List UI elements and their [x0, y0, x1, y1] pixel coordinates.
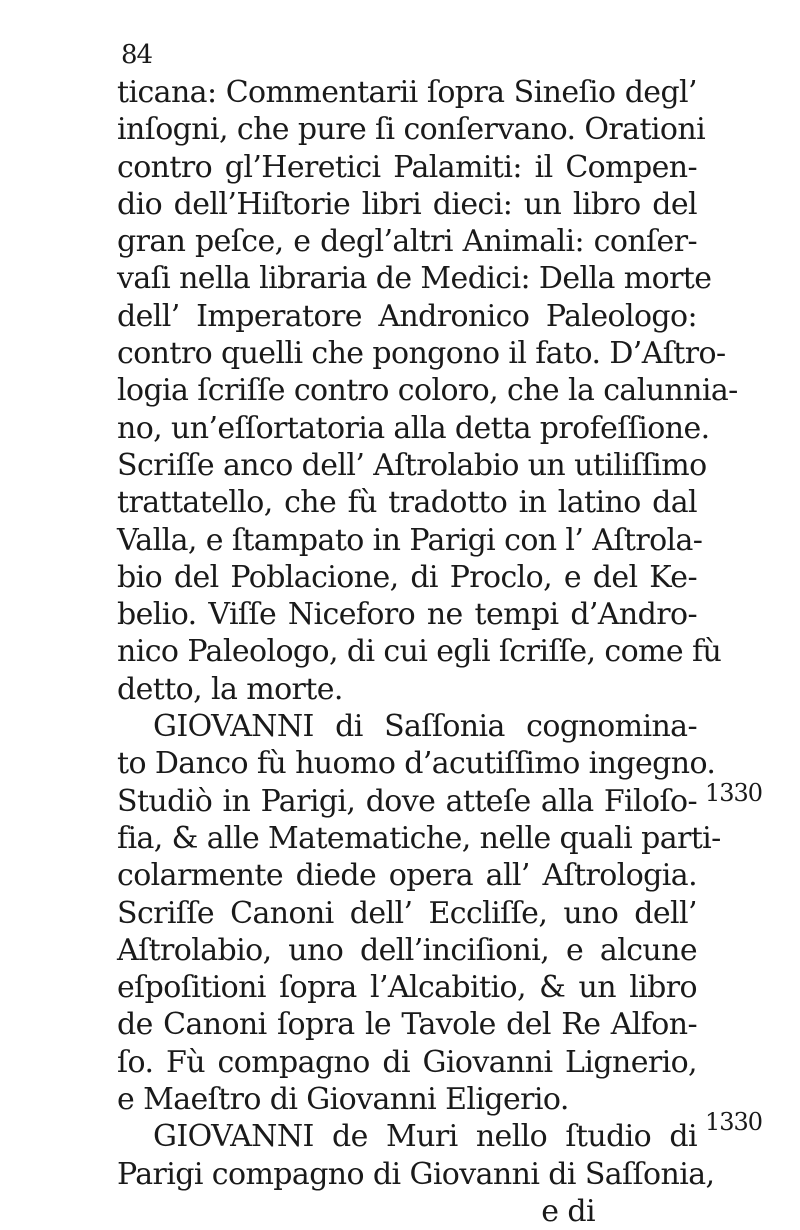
text-line: contro gl’Heretici Palamiti: il Compen-: [117, 149, 697, 185]
text-line: Scriſſe anco dell’ Aſtrolabio un utiliſſimo: [117, 447, 707, 483]
text-line: Valla, e ſtampato in Parigi con l’ Aſtrola-: [117, 522, 703, 558]
text-line: contro quelli che pongono il fato. D’Aſtro-: [117, 336, 726, 372]
text-line: gran peſce, e degl’altri Animali: conſer-: [117, 224, 697, 260]
text-line: belio. Viſſe Niceforo ne tempi d’Andro-: [117, 597, 697, 633]
text-line: logia ſcriſſe contro coloro, che la calunnia-: [117, 373, 738, 409]
text-line: ticana: Commentarii ſopra Sineſio degl’: [117, 75, 697, 110]
text-line: dio dell’Hiſtorie libri dieci: un libro del: [117, 186, 697, 222]
text-line: nico Paleologo, di cui egli ſcriſſe, come fù: [117, 634, 722, 670]
text-line: no, un’eſſortatoria alla detta profeſſione.: [117, 410, 710, 446]
text-line: to Danco fù huomo d’acutiſſimo ingegno.: [117, 746, 716, 782]
text-line: de Canoni ſopra le Tavole del Re Alfon-: [117, 1007, 697, 1043]
text-line: dell’ Imperatore Andronico Paleologo:: [117, 298, 697, 334]
paragraph-start-line: GIOVANNI di Saſſonia cognomina-: [153, 709, 697, 745]
text-line: Parigi compagno di Giovanni di Saſſonia,: [117, 1156, 715, 1192]
text-line: fia, & alle Matematiche, nelle quali parti-: [117, 820, 721, 856]
text-line: eſpoſitioni ſopra l’Alcabitio, & un libro: [117, 970, 697, 1006]
text-line: colarmente diede opera all’ Aſtrologia.: [117, 858, 697, 894]
paragraph-end-line: detto, la morte.: [117, 671, 343, 707]
text-line: inſogni, che pure ſi conſervano. Orationi: [117, 112, 706, 148]
margin-year-note: 1330: [705, 779, 763, 807]
text-line: Scriſſe Canoni dell’ Eccliſſe, uno dell’: [117, 895, 697, 931]
paragraph-end-line: e Maeſtro di Giovanni Eligerio.: [117, 1082, 569, 1118]
text-line: ſo. Fù compagno di Giovanni Lignerio,: [117, 1044, 697, 1080]
text-line: trattatello, che fù tradotto in latino dal: [117, 485, 697, 521]
text-line: vaſi nella libraria de Medici: Della morte: [117, 261, 712, 297]
text-line: Aſtrolabio, uno dell’inciſioni, e alcune: [117, 932, 697, 968]
catchword: e di: [541, 1193, 595, 1229]
margin-year-note: 1330: [705, 1108, 763, 1136]
page-number: 84: [121, 40, 153, 70]
text-line: Studiò in Parigi, dove atteſe alla Filoſo-: [117, 783, 697, 819]
paragraph-start-line: GIOVANNI de Muri nello ſtudio di: [153, 1119, 697, 1155]
text-line: bio del Poblacione, di Proclo, e del Ke-: [117, 559, 697, 595]
